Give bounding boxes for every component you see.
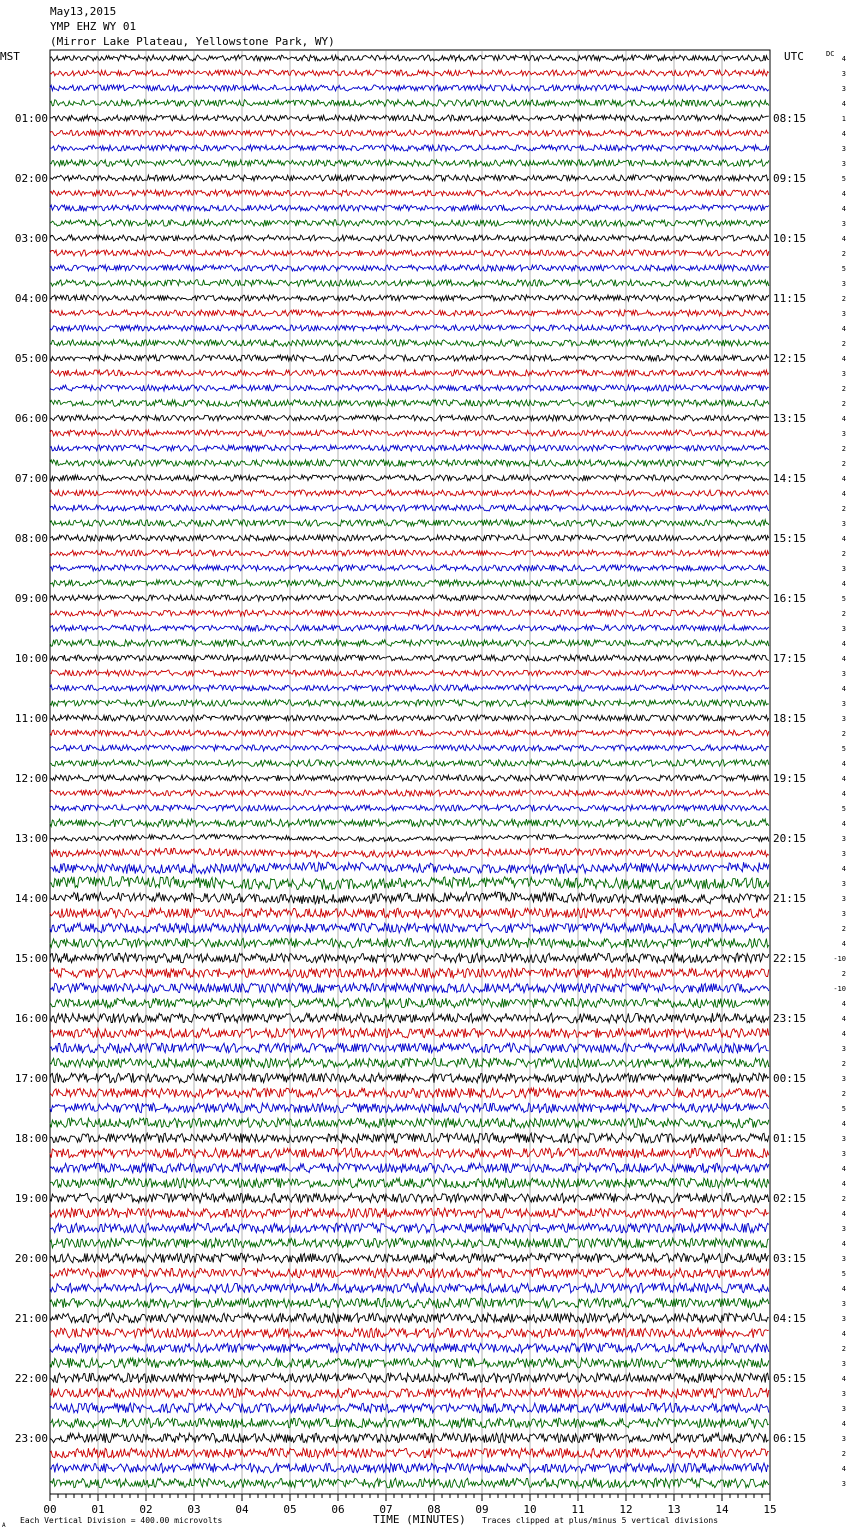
dc-offset-label: 4: [841, 1180, 846, 1188]
dc-offset-label: 2: [841, 970, 846, 978]
dc-offset-label: 3: [841, 1390, 846, 1398]
dc-offset-label: 4: [841, 235, 846, 243]
utc-hour-label: 20:15: [773, 832, 807, 845]
dc-offset-label: 2: [841, 730, 846, 738]
trace-line: [50, 775, 769, 781]
trace-line: [50, 848, 769, 857]
dc-offset-label: 2: [841, 1060, 846, 1068]
trace-line: [50, 998, 769, 1008]
dc-offset-label: 3: [841, 1480, 846, 1488]
trace-line: [50, 535, 769, 541]
dc-offset-label: 5: [841, 595, 846, 603]
utc-hour-label: 02:15: [773, 1192, 807, 1205]
utc-hour-label: 10:15: [773, 232, 807, 245]
dc-offset-label: 3: [841, 1405, 846, 1413]
x-tick-label: 04: [235, 1503, 249, 1516]
trace-line: [50, 610, 769, 616]
dc-offset-label: 4: [841, 325, 846, 333]
trace-line: [50, 175, 769, 181]
trace-line: [50, 862, 769, 874]
dc-offset-label: 5: [841, 175, 846, 183]
dc-offset-label: 3: [841, 370, 846, 378]
dc-offset-label: 4: [841, 1285, 846, 1293]
utc-hour-label: 16:15: [773, 592, 807, 605]
dc-offset-label: 3: [841, 85, 846, 93]
dc-label: DC: [826, 50, 835, 58]
trace-line: [50, 1478, 769, 1488]
dc-offset-label: 2: [841, 925, 846, 933]
mst-hour-label: 12:00: [14, 772, 48, 785]
trace-line: [50, 1448, 769, 1458]
dc-offset-label: 3: [841, 310, 846, 318]
trace-line: [50, 475, 769, 481]
utc-hour-label: 11:15: [773, 292, 807, 305]
trace-line: [50, 1088, 769, 1098]
trace-line: [50, 520, 769, 527]
dc-offset-label: 3: [841, 70, 846, 78]
dc-offset-label: 5: [841, 805, 846, 813]
trace-line: [50, 1268, 769, 1278]
dc-offset-label: 4: [841, 100, 846, 108]
dc-offset-label: 3: [841, 145, 846, 153]
dc-offset-label: 3: [841, 670, 846, 678]
dc-offset-label: 4: [841, 685, 846, 693]
mst-hour-label: 04:00: [14, 292, 48, 305]
trace-line: [50, 1043, 769, 1053]
trace-line: [50, 834, 769, 841]
trace-line: [50, 1028, 769, 1038]
dc-offset-label: 2: [841, 445, 846, 453]
dc-offset-label: 4: [841, 1030, 846, 1038]
trace-line: [50, 715, 769, 721]
dc-offset-label: 3: [841, 565, 846, 573]
trace-line: [50, 877, 769, 890]
station-code: YMP EHZ WY 01: [50, 20, 137, 33]
trace-line: [50, 85, 769, 91]
trace-line: [50, 190, 769, 196]
x-tick-label: 14: [715, 1503, 729, 1516]
trace-line: [50, 130, 769, 136]
dc-offset-label: 3: [841, 1315, 846, 1323]
dc-offset-label: 2: [841, 1195, 846, 1203]
mst-hour-label: 01:00: [14, 112, 48, 125]
dc-offset-label: 4: [841, 1165, 846, 1173]
mst-hour-label: 08:00: [14, 532, 48, 545]
dc-offset-label: 4: [841, 820, 846, 828]
x-tick-label: 03: [187, 1503, 201, 1516]
dc-offset-label: 4: [841, 535, 846, 543]
trace-line: [50, 295, 769, 301]
trace-line: [50, 968, 769, 978]
trace-line: [50, 550, 769, 556]
mst-hour-label: 16:00: [14, 1012, 48, 1025]
trace-line: [50, 55, 769, 61]
x-tick-label: 09: [475, 1503, 489, 1516]
dc-offset-label: 4: [841, 1375, 846, 1383]
utc-hour-label: 15:15: [773, 532, 807, 545]
trace-line: [50, 1118, 769, 1128]
trace-line: [50, 805, 769, 811]
corner-mark: A: [2, 1522, 6, 1529]
dc-offset-label: 2: [841, 610, 846, 618]
trace-line: [50, 145, 769, 151]
station-location: (Mirror Lake Plateau, Yellowstone Park, WY): [50, 35, 335, 48]
utc-hour-label: 09:15: [773, 172, 807, 185]
dc-offset-label: 4: [841, 1330, 846, 1338]
dc-offset-label: 4: [841, 1420, 846, 1428]
trace-line: [50, 265, 769, 271]
trace-line: [50, 953, 769, 963]
dc-offset-label: 4: [841, 190, 846, 198]
utc-hour-label: 14:15: [773, 472, 807, 485]
mst-hour-label: 14:00: [14, 892, 48, 905]
dc-offset-label: 4: [841, 355, 846, 363]
utc-hour-label: 05:15: [773, 1372, 807, 1385]
dc-offset-label: 2: [841, 505, 846, 513]
trace-line: [50, 1178, 769, 1188]
trace-line: [50, 205, 769, 211]
dc-offset-label: 5: [841, 1270, 846, 1278]
trace-line: [50, 1238, 769, 1248]
trace-line: [50, 430, 769, 436]
mst-hour-label: 10:00: [14, 652, 48, 665]
trace-line: [50, 580, 769, 587]
utc-hour-label: 01:15: [773, 1132, 807, 1145]
trace-line: [50, 445, 769, 451]
trace-line: [50, 100, 769, 107]
trace-line: [50, 1148, 769, 1158]
utc-hour-label: 13:15: [773, 412, 807, 425]
trace-line: [50, 670, 769, 676]
trace-line: [50, 355, 769, 361]
utc-hour-label: 22:15: [773, 952, 807, 965]
trace-line: [50, 235, 769, 241]
x-axis-label: TIME (MINUTES): [373, 1513, 466, 1526]
dc-offset-label: 3: [841, 1135, 846, 1143]
dc-offset-label: 4: [841, 490, 846, 498]
dc-offset-label: 2: [841, 1090, 846, 1098]
trace-line: [50, 1433, 769, 1443]
trace-line: [50, 385, 769, 391]
mst-label: MST: [0, 50, 20, 63]
dc-offset-label: 3: [841, 1045, 846, 1053]
dc-offset-label: 3: [841, 1300, 846, 1308]
dc-offset-label: 4: [841, 940, 846, 948]
dc-offset-label: 2: [841, 460, 846, 468]
trace-line: [50, 370, 769, 376]
utc-hour-label: 04:15: [773, 1312, 807, 1325]
trace-line: [50, 310, 769, 316]
trace-line: [50, 1328, 769, 1338]
dc-offset-label: 3: [841, 220, 846, 228]
x-tick-label: 05: [283, 1503, 297, 1516]
x-tick-label: 13: [667, 1503, 681, 1516]
mst-hour-label: 23:00: [14, 1432, 48, 1445]
dc-offset-label: 3: [841, 880, 846, 888]
trace-line: [50, 938, 769, 948]
mst-hour-label: 05:00: [14, 352, 48, 365]
mst-hour-label: 20:00: [14, 1252, 48, 1265]
dc-offset-label: 2: [841, 385, 846, 393]
utc-hour-label: 03:15: [773, 1252, 807, 1265]
mst-hour-label: 03:00: [14, 232, 48, 245]
dc-offset-label: 4: [841, 130, 846, 138]
trace-line: [50, 983, 769, 993]
trace-line: [50, 625, 769, 631]
mst-hour-label: 13:00: [14, 832, 48, 845]
dc-offset-label: 4: [841, 55, 846, 63]
dc-offset-label: 3: [841, 1255, 846, 1263]
dc-offset-label: 4: [841, 775, 846, 783]
trace-line: [50, 700, 769, 707]
dc-offset-label: 5: [841, 1105, 846, 1113]
dc-offset-label: 3: [841, 1360, 846, 1368]
trace-line: [50, 250, 769, 256]
trace-line: [50, 790, 769, 796]
utc-hour-label: 18:15: [773, 712, 807, 725]
trace-line: [50, 1193, 769, 1203]
trace-line: [50, 1283, 769, 1293]
dc-offset-label: 4: [841, 475, 846, 483]
trace-line: [50, 923, 769, 933]
dc-offset-label: 3: [841, 1225, 846, 1233]
dc-offset-label: 2: [841, 295, 846, 303]
dc-offset-label: 3: [841, 895, 846, 903]
dc-offset-label: 4: [841, 640, 846, 648]
trace-line: [50, 730, 769, 736]
trace-line: [50, 220, 769, 227]
trace-line: [50, 460, 769, 467]
dc-offset-label: 3: [841, 430, 846, 438]
x-tick-label: 00: [43, 1503, 57, 1516]
dc-offset-label: 3: [841, 715, 846, 723]
trace-line: [50, 1253, 769, 1263]
mst-hour-label: 18:00: [14, 1132, 48, 1145]
trace-line: [50, 1013, 769, 1023]
mst-hour-label: 15:00: [14, 952, 48, 965]
trace-line: [50, 892, 769, 904]
trace-line: [50, 160, 769, 167]
mst-hour-label: 19:00: [14, 1192, 48, 1205]
dc-offset-label: 2: [841, 400, 846, 408]
dc-offset-label: 3: [841, 1435, 846, 1443]
dc-offset-label: 3: [841, 280, 846, 288]
trace-line: [50, 1208, 769, 1218]
trace-line: [50, 115, 769, 121]
dc-offset-label: -10: [833, 985, 846, 993]
x-tick-label: 11: [571, 1503, 585, 1516]
trace-line: [50, 1403, 769, 1413]
dc-offset-label: 4: [841, 760, 846, 768]
mst-hour-label: 06:00: [14, 412, 48, 425]
x-tick-label: 15: [763, 1503, 777, 1516]
dc-offset-label: 3: [841, 1075, 846, 1083]
dc-offset-label: 4: [841, 205, 846, 213]
dc-offset-label: 4: [841, 865, 846, 873]
mst-hour-label: 09:00: [14, 592, 48, 605]
trace-line: [50, 745, 769, 751]
trace-line: [50, 1073, 769, 1083]
utc-hour-label: 12:15: [773, 352, 807, 365]
trace-layer: [50, 55, 769, 1488]
trace-line: [50, 685, 769, 691]
dc-offset-label: 5: [841, 745, 846, 753]
x-tick-label: 12: [619, 1503, 633, 1516]
mst-hour-label: 17:00: [14, 1072, 48, 1085]
dc-offset-label: 3: [841, 910, 846, 918]
dc-offset-label: 2: [841, 250, 846, 258]
trace-line: [50, 1298, 769, 1308]
x-tick-label: 08: [427, 1503, 441, 1516]
utc-hour-label: 21:15: [773, 892, 807, 905]
dc-offset-label: 2: [841, 1450, 846, 1458]
trace-line: [50, 1463, 769, 1473]
dc-offset-label: 3: [841, 625, 846, 633]
trace-line: [50, 280, 769, 287]
trace-line: [50, 70, 769, 76]
mst-hour-label: 11:00: [14, 712, 48, 725]
trace-line: [50, 1418, 769, 1428]
trace-line: [50, 1103, 769, 1113]
dc-offset-label: 3: [841, 700, 846, 708]
utc-hour-label: 00:15: [773, 1072, 807, 1085]
trace-line: [50, 1358, 769, 1368]
mst-hour-label: 02:00: [14, 172, 48, 185]
utc-hour-label: 19:15: [773, 772, 807, 785]
trace-line: [50, 819, 769, 827]
trace-line: [50, 1133, 769, 1143]
dc-offset-label: 3: [841, 850, 846, 858]
dc-offset-label: 3: [841, 520, 846, 528]
trace-line: [50, 490, 769, 496]
dc-offset-label: 4: [841, 1120, 846, 1128]
chart-date: May13,2015: [50, 5, 117, 18]
utc-hour-label: 08:15: [773, 112, 807, 125]
dc-offset-label: -10: [833, 955, 846, 963]
trace-line: [50, 415, 769, 421]
dc-offset-label: 4: [841, 1015, 846, 1023]
mst-hour-label: 21:00: [14, 1312, 48, 1325]
x-tick-label: 01: [91, 1503, 105, 1516]
dc-offset-label: 2: [841, 340, 846, 348]
x-tick-label: 06: [331, 1503, 345, 1516]
dc-offset-label: 4: [841, 1240, 846, 1248]
trace-line: [50, 655, 769, 661]
dc-offset-label: 4: [841, 415, 846, 423]
x-tick-label: 07: [379, 1503, 393, 1516]
clip-note: Traces clipped at plus/minus 5 vertical divisions: [482, 1516, 719, 1525]
trace-line: [50, 340, 769, 347]
dc-offset-label: 4: [841, 655, 846, 663]
trace-line: [50, 325, 769, 331]
trace-line: [50, 640, 769, 647]
trace-line: [50, 1343, 769, 1353]
dc-offset-label: 2: [841, 1345, 846, 1353]
dc-offset-label: 4: [841, 1000, 846, 1008]
mst-hour-label: 22:00: [14, 1372, 48, 1385]
trace-line: [50, 1373, 769, 1383]
dc-offset-label: 4: [841, 1465, 846, 1473]
scale-note: Each Vertical Division = 400.00 microvolts: [20, 1516, 223, 1525]
trace-line: [50, 1388, 769, 1398]
trace-line: [50, 505, 769, 511]
trace-line: [50, 1058, 769, 1068]
utc-hour-label: 23:15: [773, 1012, 807, 1025]
trace-line: [50, 565, 769, 571]
trace-line: [50, 1313, 769, 1323]
trace-line: [50, 1223, 769, 1233]
dc-offset-label: 4: [841, 1210, 846, 1218]
trace-line: [50, 595, 769, 601]
dc-offset-label: 5: [841, 265, 846, 273]
x-tick-label: 02: [139, 1503, 153, 1516]
dc-offset-label: 3: [841, 835, 846, 843]
mst-hour-label: 07:00: [14, 472, 48, 485]
trace-line: [50, 908, 769, 918]
trace-line: [50, 760, 769, 767]
x-tick-label: 10: [523, 1503, 537, 1516]
utc-label: UTC: [784, 50, 804, 63]
dc-offset-label: 4: [841, 790, 846, 798]
dc-offset-label: 3: [841, 1150, 846, 1158]
utc-hour-label: 06:15: [773, 1432, 807, 1445]
dc-offset-label: 2: [841, 550, 846, 558]
trace-line: [50, 400, 769, 407]
label-layer: [15, 55, 846, 1516]
dc-offset-label: 4: [841, 580, 846, 588]
trace-line: [50, 1163, 769, 1173]
dc-offset-label: 1: [841, 115, 846, 123]
utc-hour-label: 17:15: [773, 652, 807, 665]
dc-offset-label: 3: [841, 160, 846, 168]
